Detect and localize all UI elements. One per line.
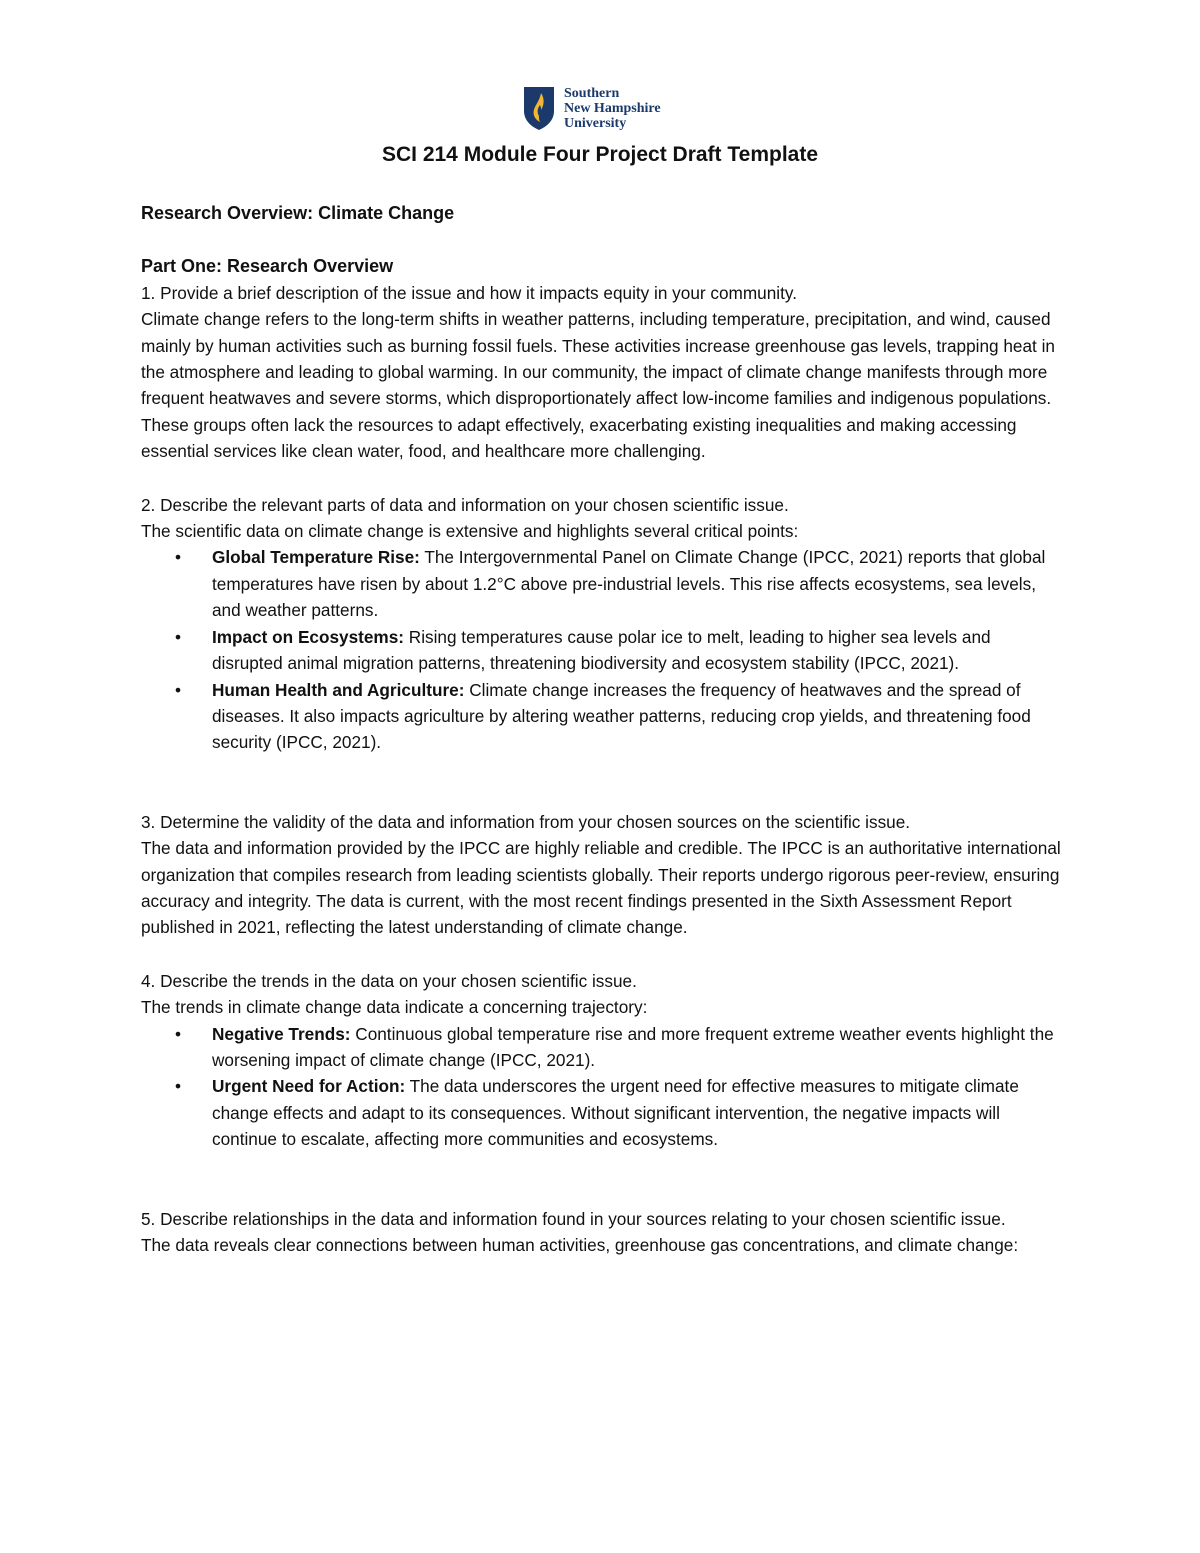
document-body	[141, 200, 1061, 1258]
bullet-text: Continuous global temperature rise and more frequent extreme weather events highlight the worsening impact of climate change (IPCC, 2021).	[212, 1023, 1054, 1070]
question-2: 2. Describe the relevant parts of data and information on your chosen scientific issue.	[141, 494, 789, 515]
bullet-icon: •	[175, 679, 182, 700]
list-item	[141, 1021, 1061, 1074]
answer-2-intro: The scientific data on climate change is extensive and highlights several critical points:	[141, 521, 799, 542]
bullet-text: The Intergovernmental Panel on Climate Change (IPCC, 2021) reports that global temperatures have risen by about 1.2°C above pre-industrial levels. This rise affects ecosystems, sea levels, and weather patterns.	[212, 547, 1046, 621]
question-4: 4. Describe the trends in the data on your chosen scientific issue.	[141, 970, 637, 991]
logo-line-3: University	[564, 115, 627, 131]
bullet-label: Human Health and Agriculture:	[212, 679, 465, 700]
bullet-label: Impact on Ecosystems:	[212, 626, 404, 647]
answer-1: Climate change refers to the long-term shifts in weather patterns, including temperature, precipitation, and wind, caused mainly by human activities such as burning fossil fuels. These activities increase greenhouse gas levels, trapping heat in the atmosphere and leading to global warming. In our community, the impact of climate change manifests through more frequent heatwaves and severe storms, which disproportionately affect low-income families and indigenous populations. These groups often lack the resources to adapt effectively, exacerbating existing inequalities and making accessing essential services like clean water, food, and healthcare more challenging.	[141, 309, 1055, 462]
question-3: 3. Determine the validity of the data and information from your chosen sources on the scientific issue.	[141, 811, 911, 832]
bullet-label: Negative Trends:	[212, 1023, 351, 1044]
part-one-heading: Part One: Research Overview	[141, 256, 394, 277]
bullet-label: Global Temperature Rise:	[212, 547, 420, 568]
answer-3: The data and information provided by the IPCC are highly reliable and credible. The IPCC is an authoritative international organization that compiles research from leading scientists globally. Their reports undergo rigorous peer-review, ensuring accuracy and integrity. The data is current, with the most recent findings presented in the Sixth Assessment Report published in 2021, reflecting the latest understanding of climate change.	[141, 838, 1061, 938]
bullet-icon: •	[175, 626, 182, 647]
document-title: SCI 214 Module Four Project Draft Template	[381, 143, 819, 166]
list-item	[141, 1073, 1061, 1152]
shield-flame-icon	[522, 85, 556, 131]
bullet-icon: •	[175, 547, 182, 568]
answer-5: The data reveals clear connections between human activities, greenhouse gas concentrations, and climate change:	[141, 1235, 1019, 1255]
q4-bullet-list	[141, 1021, 1061, 1153]
university-logo	[522, 83, 661, 133]
logo-line-2: New Hampshire	[564, 100, 661, 116]
q2-bullet-list	[141, 544, 1061, 755]
list-item	[141, 677, 1061, 756]
question-1: 1. Provide a brief description of the issue and how it impacts equity in your community.	[141, 282, 797, 303]
question-5: 5. Describe relationships in the data and information found in your sources relating to your chosen scientific issue.	[141, 1208, 1006, 1229]
list-item	[141, 544, 1061, 623]
bullet-text: Rising temperatures cause polar ice to melt, leading to higher sea levels and disrupted animal migration patterns, threatening biodiversity and ecosystem stability (IPCC, 2021).	[212, 626, 991, 674]
logo-wordmark	[564, 86, 661, 131]
bullet-text: Climate change increases the frequency of heatwaves and the spread of diseases. It also impacts agriculture by altering weather patterns, reducing crop yields, and threatening food security (IPCC, 2021).	[212, 679, 1031, 753]
bullet-label: Urgent Need for Action:	[212, 1076, 406, 1097]
answer-4-intro: The trends in climate change data indicate a concerning trajectory:	[141, 997, 648, 1018]
bullet-text: The data underscores the urgent need for effective measures to mitigate climate change effects and adapt to its consequences. Without significant intervention, the negative impacts will continue to escalate, affecting more communities and ecosystems.	[212, 1076, 1019, 1150]
logo-line-1: Southern	[564, 85, 620, 101]
list-item	[141, 624, 1061, 677]
bullet-icon: •	[175, 1023, 182, 1044]
bullet-icon: •	[175, 1076, 182, 1097]
research-overview-heading: Research Overview: Climate Change	[141, 203, 455, 223]
